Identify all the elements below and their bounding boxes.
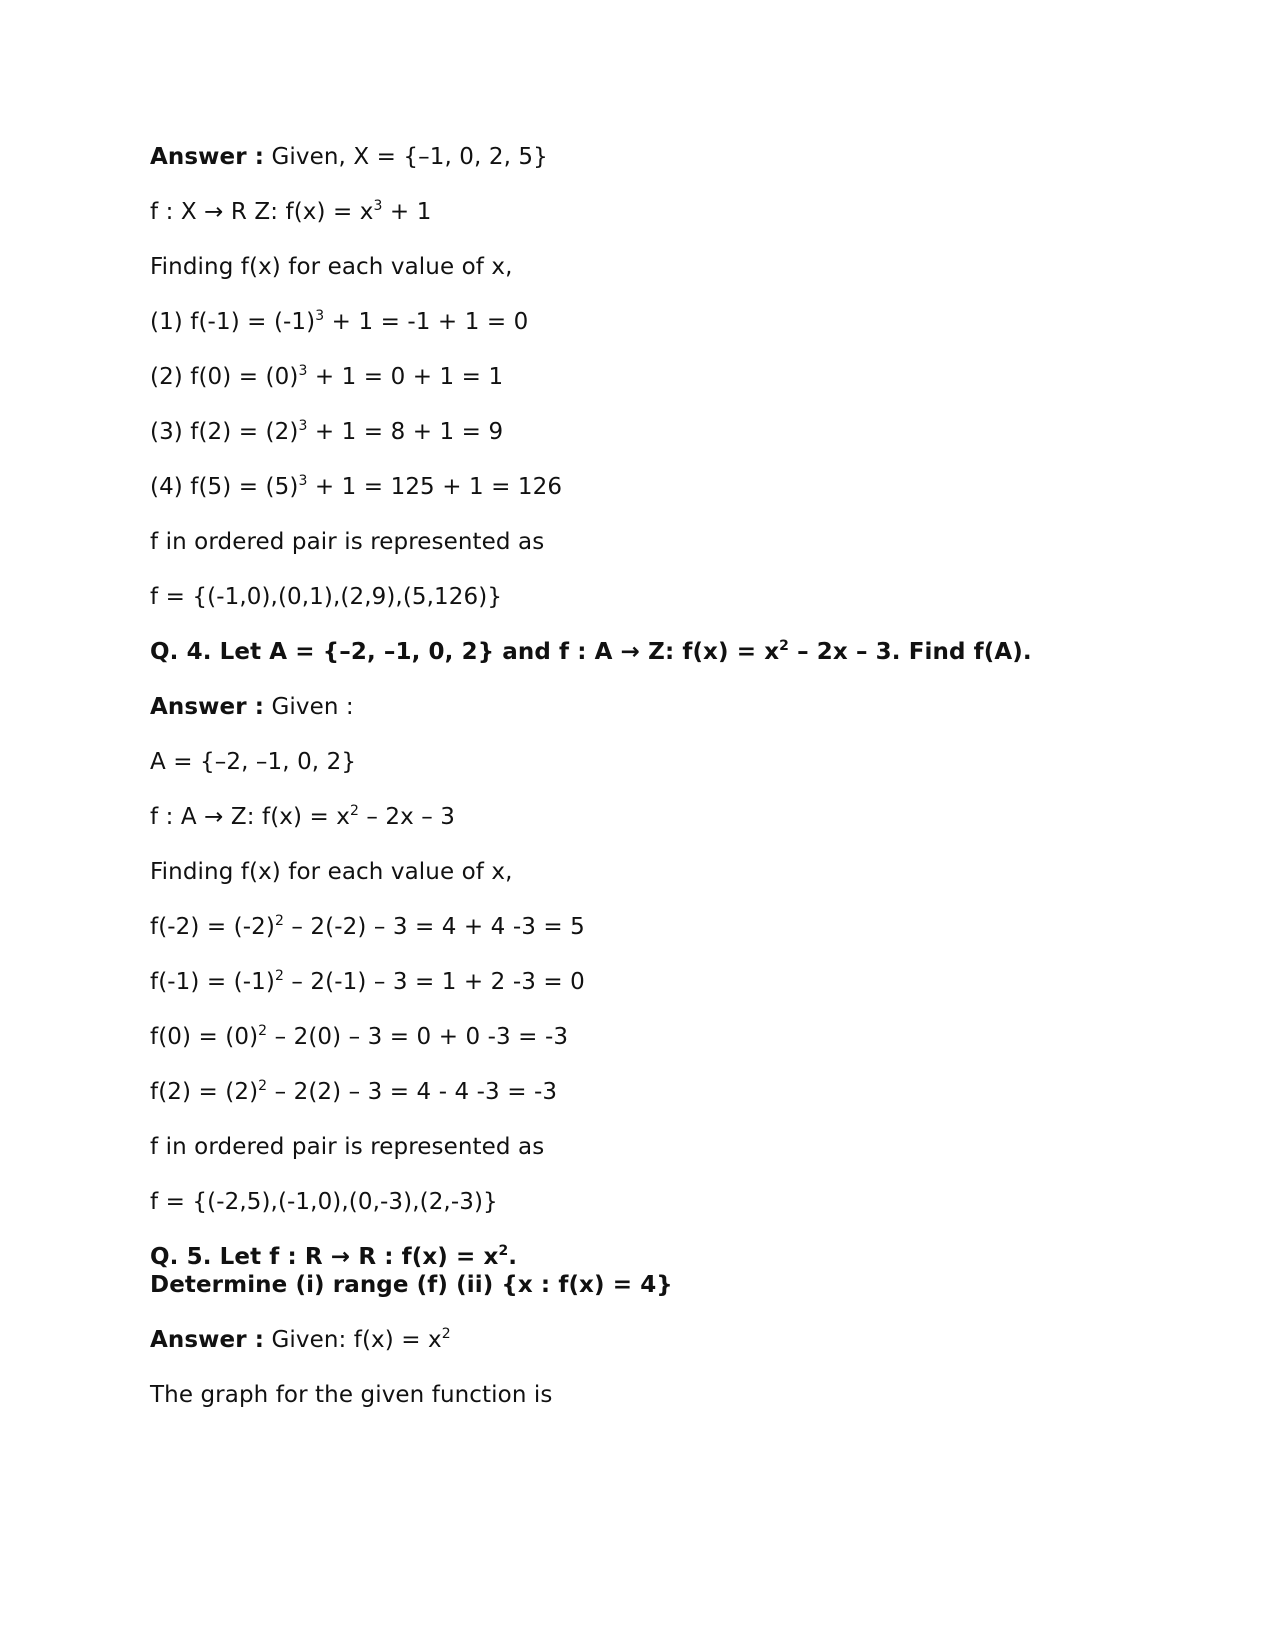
evaluation-line-4 [150, 1077, 557, 1107]
text-segment: (2) f(0) = (0) [150, 364, 299, 390]
exponent: 2 [274, 968, 284, 984]
evaluation-line-3 [150, 1022, 568, 1052]
answer-5-line [150, 1325, 451, 1355]
question-text: Determine (i) range (f) (ii) {x : f(x) = 4} [150, 1272, 673, 1298]
evaluation-line-1 [150, 307, 528, 337]
answer-3-line [150, 142, 548, 172]
exponent: 2 [258, 1023, 268, 1039]
text-segment: – 2x – 3 [359, 804, 456, 830]
question-5-line-1 [150, 1242, 517, 1272]
text-segment: f(-1) = (-1) [150, 969, 275, 995]
answer-label: Answer : [150, 694, 265, 720]
text-segment: – 2(-1) – 3 = 1 + 2 -3 = 0 [283, 969, 585, 995]
answer-label: Answer : [150, 144, 265, 170]
exponent: 2 [274, 913, 284, 929]
text-segment: + 1 = -1 + 1 = 0 [324, 309, 529, 335]
exponent: 2 [258, 1078, 268, 1094]
text-segment: The graph for the given function is [150, 1382, 553, 1408]
function-definition [150, 197, 431, 227]
text-segment: f : X → R Z: f(x) = x [150, 199, 374, 225]
graph-intro-text [150, 1380, 553, 1410]
question-text: . [508, 1244, 518, 1270]
evaluation-line-2 [150, 967, 585, 997]
text-segment: f in ordered pair is represented as [150, 1134, 545, 1160]
text-segment: f = {(-2,5),(-1,0),(0,-3),(2,-3)} [150, 1189, 498, 1215]
answer-label: Answer : [150, 1327, 265, 1353]
text-segment: + 1 = 125 + 1 = 126 [307, 474, 563, 500]
text-segment: f(2) = (2) [150, 1079, 259, 1105]
ordered-pair-result [150, 582, 502, 612]
ordered-pair-intro [150, 1132, 544, 1162]
question-text: Q. 4. Let A = {–2, –1, 0, 2} and f : A → Z: f(x) = x [150, 639, 780, 665]
question-text: – 2x – 3. Find f(A). [788, 639, 1032, 665]
text-segment: f : A → Z: f(x) = x [150, 804, 350, 830]
question-text: Q. 5. Let f : R → R : f(x) = x [150, 1244, 499, 1270]
text-segment: Given: f(x) = x [264, 1327, 442, 1353]
exponent: 3 [298, 418, 308, 434]
text-segment: – 2(0) – 3 = 0 + 0 -3 = -3 [267, 1024, 569, 1050]
function-definition [150, 802, 455, 832]
text-segment: – 2(2) – 3 = 4 - 4 -3 = -3 [267, 1079, 558, 1105]
given-set-text: Given, X = {–1, 0, 2, 5} [264, 144, 548, 170]
text-segment: f(0) = (0) [150, 1024, 259, 1050]
exponent: 3 [315, 308, 325, 324]
exponent: 3 [298, 473, 308, 489]
text-segment: – 2(-2) – 3 = 4 + 4 -3 = 5 [283, 914, 585, 940]
text-segment: Finding f(x) for each value of x, [150, 254, 513, 280]
exponent: 2 [441, 1326, 451, 1342]
finding-text [150, 857, 513, 887]
exponent: 2 [779, 638, 789, 654]
text-segment: (3) f(2) = (2) [150, 419, 299, 445]
ordered-pair-intro [150, 527, 544, 557]
ordered-pair-result [150, 1187, 498, 1217]
set-a-definition [150, 747, 356, 777]
text-segment: f in ordered pair is represented as [150, 529, 545, 555]
text-segment: + 1 [382, 199, 432, 225]
evaluation-line-1 [150, 912, 585, 942]
text-segment: (4) f(5) = (5) [150, 474, 299, 500]
text-segment: f(-2) = (-2) [150, 914, 275, 940]
text-segment: Given : [264, 694, 354, 720]
exponent: 3 [373, 198, 383, 214]
exponent: 2 [498, 1243, 509, 1259]
evaluation-line-3 [150, 417, 503, 447]
question-4 [150, 637, 1032, 667]
exponent: 3 [298, 363, 308, 379]
text-segment: + 1 = 8 + 1 = 9 [307, 419, 504, 445]
exponent: 2 [349, 803, 359, 819]
question-5-line-2 [150, 1270, 673, 1300]
evaluation-line-2 [150, 362, 503, 392]
text-segment: + 1 = 0 + 1 = 1 [307, 364, 504, 390]
text-segment: (1) f(-1) = (-1) [150, 309, 316, 335]
text-segment: f = {(-1,0),(0,1),(2,9),(5,126)} [150, 584, 503, 610]
evaluation-line-4 [150, 472, 562, 502]
text-segment: A = {–2, –1, 0, 2} [150, 749, 357, 775]
text-segment: Finding f(x) for each value of x, [150, 859, 513, 885]
finding-text [150, 252, 513, 282]
answer-4-line [150, 692, 354, 722]
